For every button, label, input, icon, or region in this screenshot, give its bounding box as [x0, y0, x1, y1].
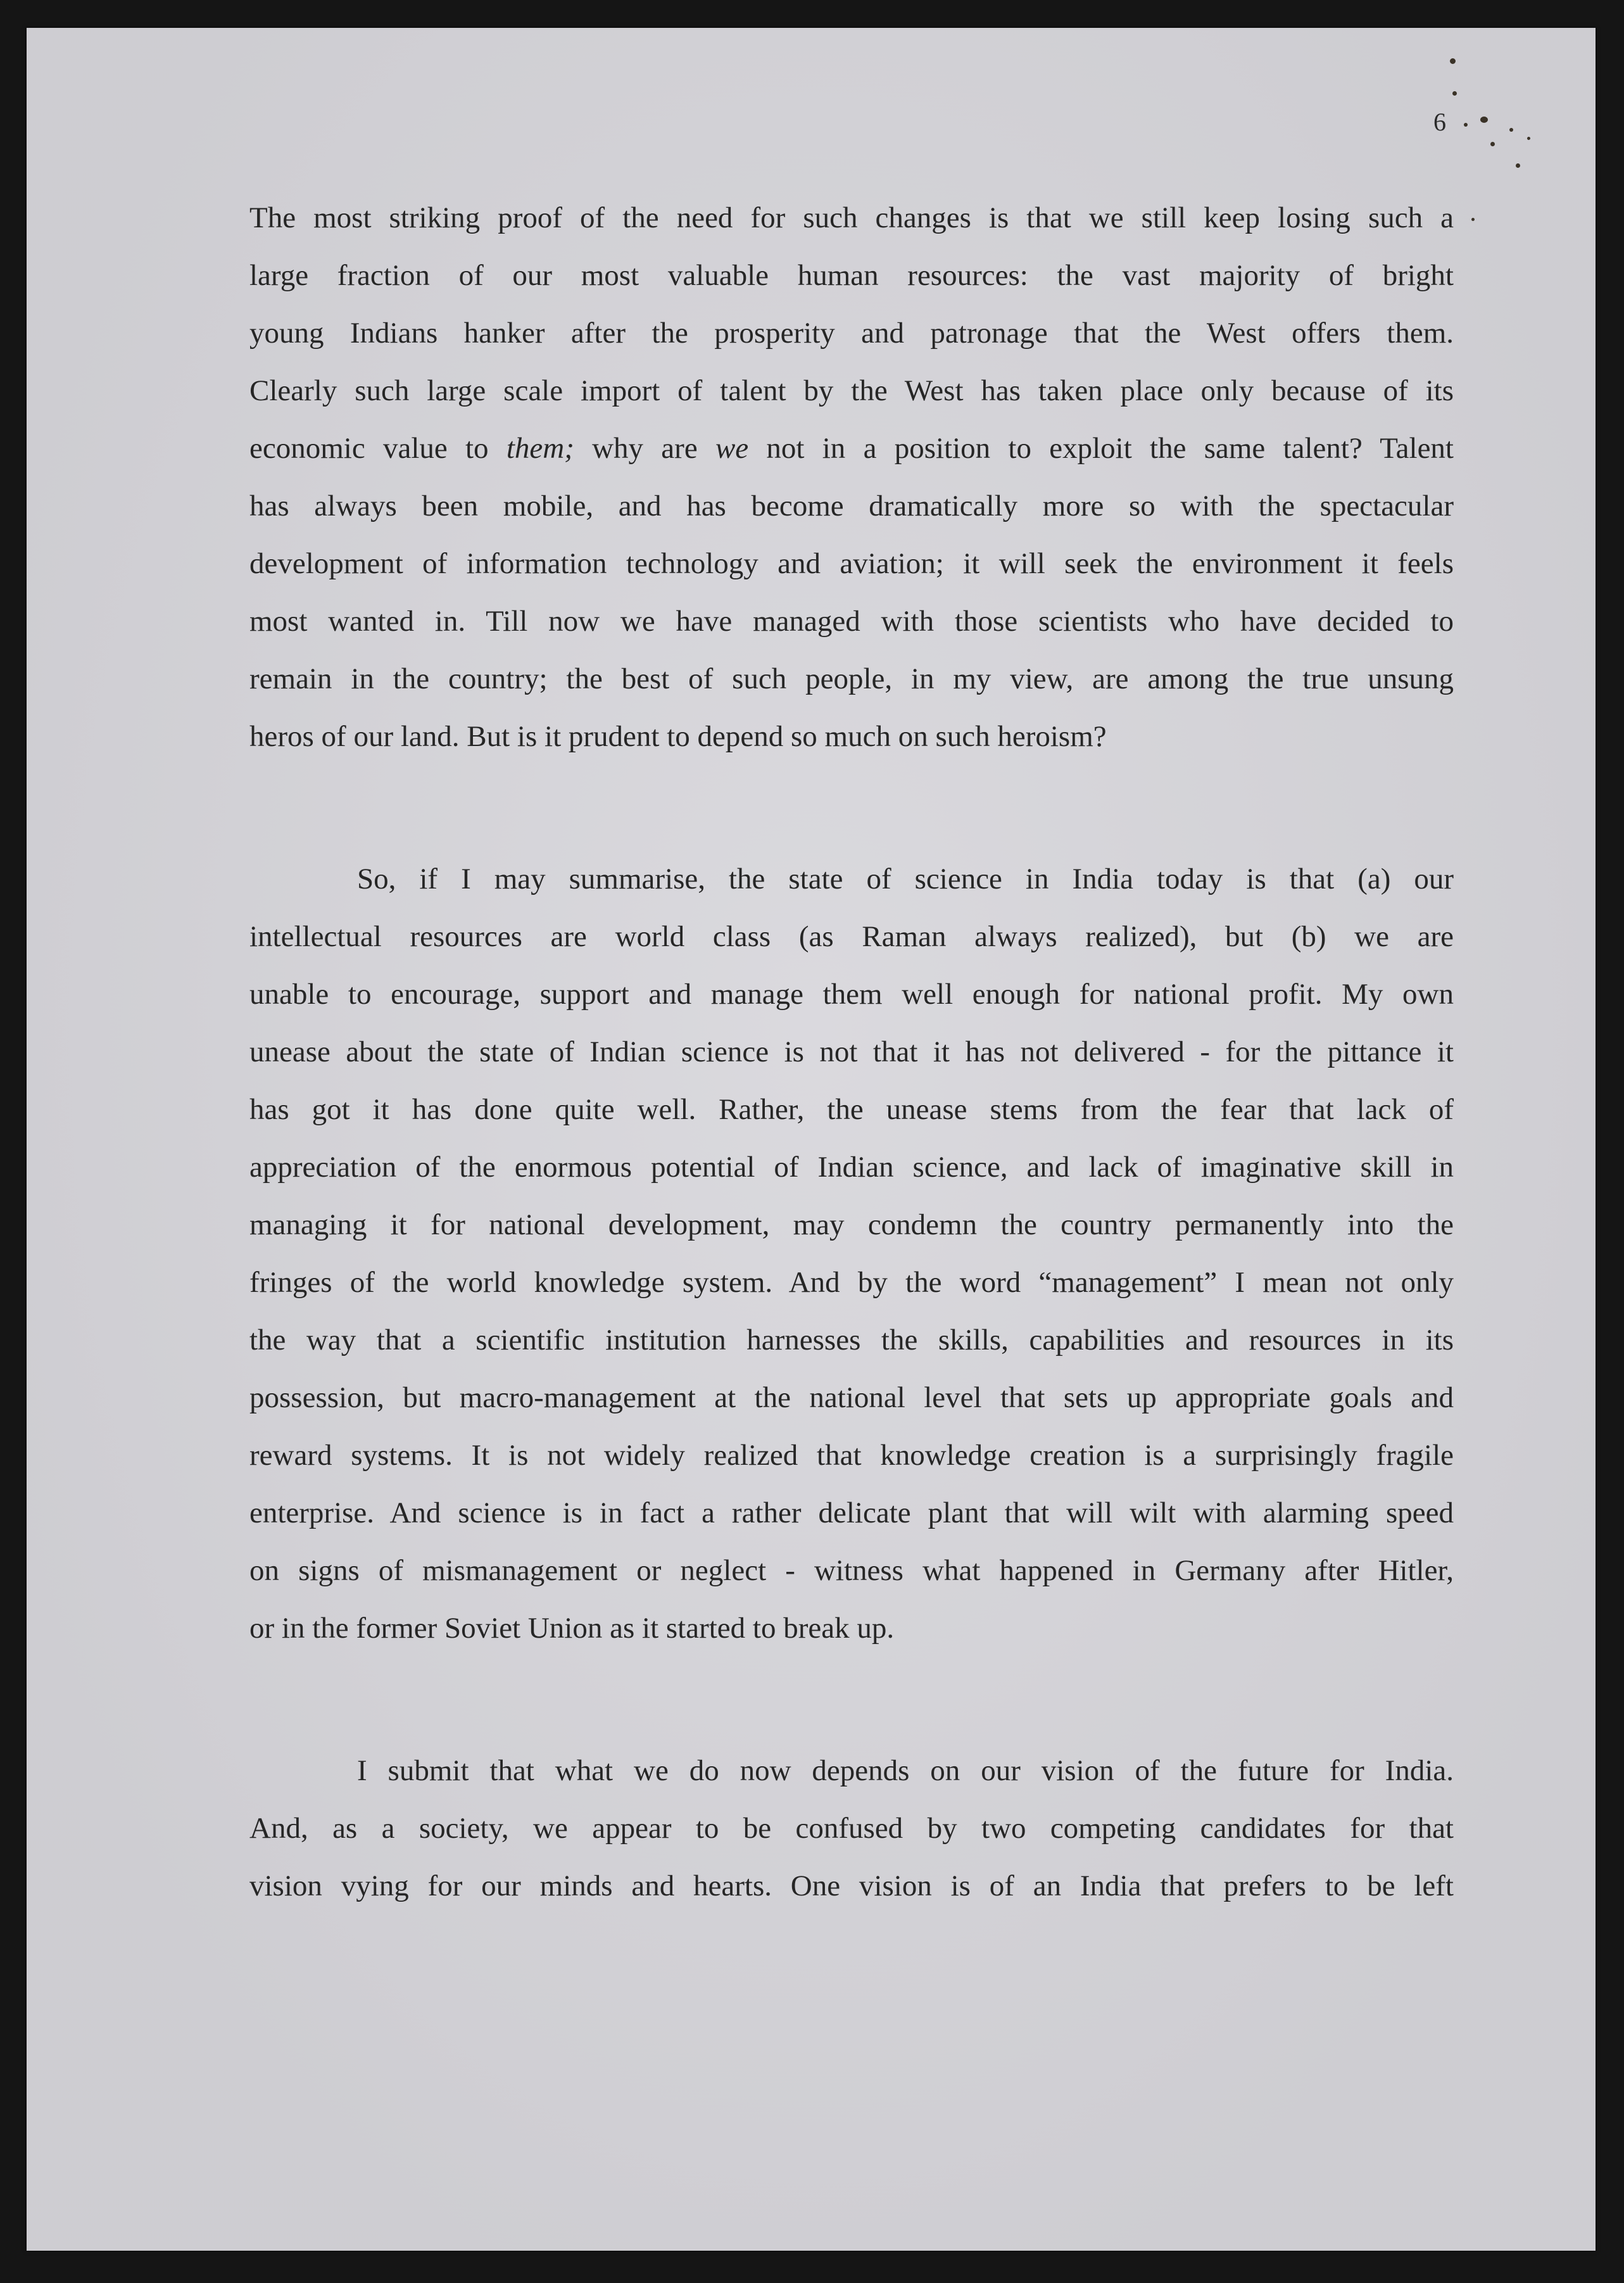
paragraph-2: [249, 851, 1454, 1657]
text-line: managing it for national development, may condemn the country permanently into the: [249, 1208, 1454, 1241]
text-run: economic value to: [249, 432, 507, 465]
paragraph-1: [249, 189, 1454, 766]
text-line: enterprise. And science is in fact a rather delicate plant that will wilt with alarming speed: [249, 1496, 1454, 1529]
emphasis-them: them;: [506, 432, 574, 465]
text-line: fringes of the world knowledge system. And by the word “management” I mean not only: [249, 1266, 1454, 1299]
paragraph-3: [249, 1742, 1454, 1915]
paper-speck: [1452, 91, 1457, 96]
text-line: has got it has done quite well. Rather, the unease stems from the fear that lack of: [249, 1093, 1454, 1126]
text-line: The most striking proof of the need for such changes is that we still keep losing such a: [249, 201, 1454, 234]
text-line: intellectual resources are world class (as Raman always realized), but (b) we are: [249, 920, 1454, 953]
emphasis-we: we: [715, 432, 749, 465]
text-line: [249, 1742, 1454, 1800]
text-line: young Indians hanker after the prosperity and patronage that the West offers them.: [249, 317, 1454, 350]
page-number: 6: [1433, 108, 1446, 136]
text-line: [249, 420, 1454, 477]
text-line: or in the former Soviet Union as it started to break up.: [249, 1612, 895, 1645]
text-run: So, if I may summarise, the state of science in India today is that (a) our: [357, 863, 1454, 895]
text-line: development of information technology and aviation; it will seek the environment it feels: [249, 547, 1454, 580]
text-line: the way that a scientific institution harnesses the skills, capabilities and resources in its: [249, 1324, 1454, 1357]
text-line: unease about the state of Indian science is not that it has not delivered - for the pittance it: [249, 1035, 1454, 1068]
text-run: why are: [574, 432, 715, 465]
text-line: And, as a society, we appear to be confused by two competing candidates for that: [249, 1812, 1454, 1845]
paper-speck: [1464, 123, 1468, 127]
text-run: not in a position to exploit the same talent? Talent: [748, 432, 1454, 465]
paper-speck: [1527, 137, 1530, 140]
text-line: large fraction of our most valuable human resources: the vast majority of bright: [249, 259, 1454, 292]
text-line: possession, but macro-management at the national level that sets up appropriate goals and: [249, 1381, 1454, 1414]
paper-speck: [1480, 117, 1488, 123]
document-page: [27, 28, 1596, 2251]
text-run: I submit that what we do now depends on our vision of the future for India.: [357, 1754, 1454, 1787]
text-line: appreciation of the enormous potential of Indian science, and lack of imaginative skill in: [249, 1151, 1454, 1184]
text-line: heros of our land. But is it prudent to depend so much on such heroism?: [249, 720, 1107, 753]
letter-body: [249, 189, 1454, 1915]
text-line: [249, 851, 1454, 908]
text-line: remain in the country; the best of such people, in my view, are among the true unsung: [249, 662, 1454, 695]
text-line: on signs of mismanagement or neglect - witness what happened in Germany after Hitler,: [249, 1554, 1454, 1587]
text-line: Clearly such large scale import of talent by the West has taken place only because of its: [249, 374, 1454, 407]
text-line: most wanted in. Till now we have managed with those scientists who have decided to: [249, 605, 1454, 638]
paper-speck: [1490, 142, 1495, 146]
text-line: unable to encourage, support and manage them well enough for national profit. My own: [249, 978, 1454, 1011]
paper-speck: [1516, 163, 1520, 168]
text-line: reward systems. It is not widely realized that knowledge creation is a surprisingly fragile: [249, 1439, 1454, 1472]
text-line: vision vying for our minds and hearts. One vision is of an India that prefers to be left: [249, 1869, 1454, 1902]
text-line: has always been mobile, and has become dramatically more so with the spectacular: [249, 490, 1454, 522]
paper-speck: [1509, 128, 1513, 132]
paper-speck: [1471, 218, 1475, 221]
paper-speck: [1450, 58, 1456, 64]
